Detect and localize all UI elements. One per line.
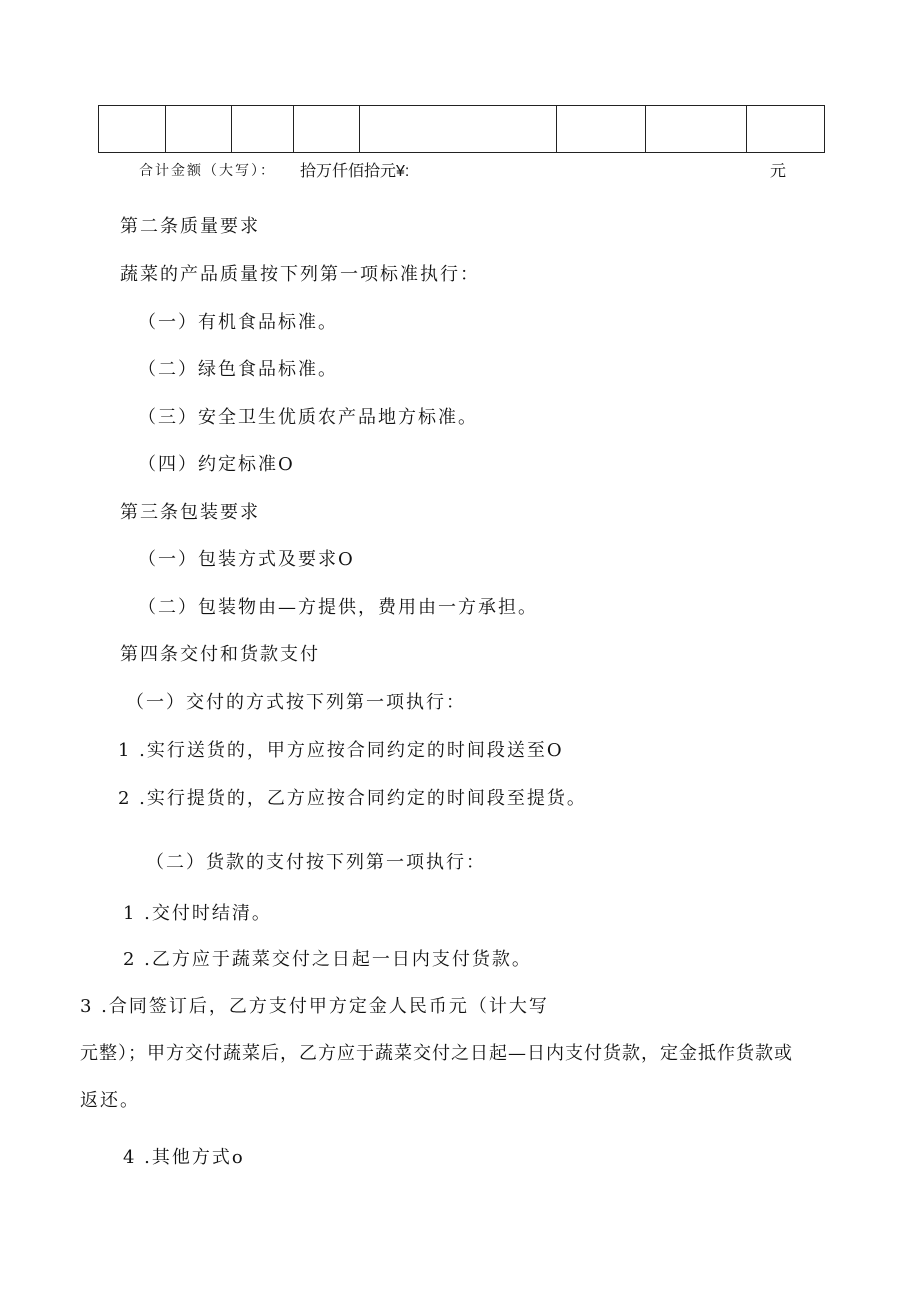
table-cell	[166, 106, 232, 153]
table-cell	[232, 106, 294, 153]
article-3-title: 第三条包装要求	[120, 502, 260, 523]
article-4-sub-2-item-2: 2 .乙方应于蔬菜交付之日起一日内支付货款。	[123, 949, 532, 970]
article-2-item-1: （一）有机食品标准。	[138, 312, 338, 333]
total-amount-units: 拾万仟佰拾元¥:	[300, 163, 410, 180]
article-2-item-2: （二）绿色食品标准。	[138, 359, 338, 380]
table-row	[99, 106, 825, 153]
article-4-title: 第四条交付和货款支付	[120, 644, 320, 665]
total-amount-label: 合计金额（大写）：	[139, 163, 276, 179]
article-4-sub-2: （二）货款的支付按下列第一项执行：	[146, 852, 486, 873]
goods-table	[98, 105, 825, 153]
article-2-item-3: （三）安全卫生优质农产品地方标准。	[138, 407, 478, 428]
article-2-title: 第二条质量要求	[120, 216, 260, 237]
article-4-sub-2-item-3-end: 返还。	[80, 1090, 140, 1111]
table-cell	[360, 106, 557, 153]
article-2-intro: 蔬菜的产品质量按下列第一项标准执行：	[120, 264, 480, 285]
article-4-sub-2-item-3: 3 .合同签订后，乙方支付甲方定金人民币元（计大写	[80, 996, 549, 1017]
table-cell	[557, 106, 646, 153]
article-4-sub-1-item-1: 1 .实行送货的，甲方应按合同约定的时间段送至O	[118, 740, 564, 761]
article-4-sub-2-item-3-cont: 元整）；甲方交付蔬菜后，乙方应于蔬菜交付之日起—日内支付货款，定金抵作货款或	[80, 1043, 793, 1064]
total-amount-yuan: 元	[770, 163, 787, 180]
article-3-item-2: （二）包装物由—方提供，费用由一方承担。	[138, 597, 538, 618]
table-cell	[99, 106, 166, 153]
table-cell	[294, 106, 360, 153]
article-4-sub-1-item-2: 2 .实行提货的，乙方应按合同约定的时间段至提货。	[118, 788, 587, 809]
article-2-item-4: （四）约定标准O	[138, 454, 295, 475]
article-4-sub-2-item-4: 4 .其他方式o	[123, 1147, 245, 1168]
article-4-sub-1: （一）交付的方式按下列第一项执行：	[126, 692, 466, 713]
article-4-sub-2-item-1: 1 .交付时结清。	[123, 903, 272, 924]
table-cell	[747, 106, 825, 153]
article-3-item-1: （一）包装方式及要求O	[138, 549, 355, 570]
table-cell	[646, 106, 747, 153]
